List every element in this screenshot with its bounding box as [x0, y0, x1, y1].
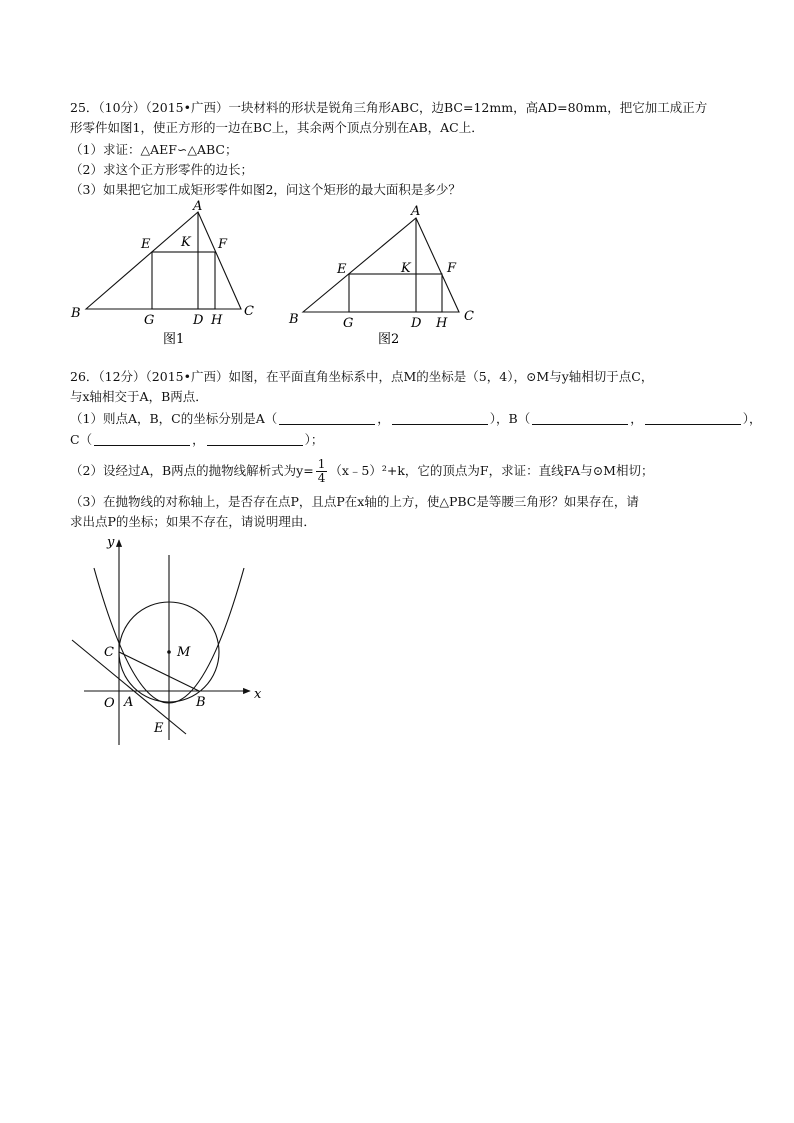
graph-label-A: A: [124, 695, 134, 710]
fig1-label-G: G: [144, 313, 155, 328]
fig1-label-K: K: [181, 235, 191, 250]
q26-comma-2: ，: [630, 411, 643, 426]
q26-part1-prefix: （1）则点A，B，C的坐标分别是A（: [70, 411, 278, 426]
q25-part-3: （3）如果把它加工成矩形零件如图2，问这个矩形的最大面积是多少？: [70, 182, 461, 197]
q26-part1-C: C（: [70, 432, 93, 447]
fig2-label-G: G: [343, 316, 354, 331]
q26-comma-1: ，: [377, 411, 390, 426]
fig1-label-C: C: [244, 304, 254, 319]
fig1-label-E: E: [141, 237, 151, 252]
fig2-label-C: C: [464, 309, 474, 324]
q26-part1-end-2: ）；: [304, 432, 324, 447]
fig2-label-K: K: [401, 261, 411, 276]
fig2-label-D: D: [411, 316, 422, 331]
q26-part2-suffix: （x﹣5）²+k，它的顶点为F，求证：直线FA与⊙M相切；: [329, 463, 654, 478]
q26-part-3-line-1: （3）在抛物线的对称轴上，是否存在点P，且点P在x轴的上方，使△PBC是等腰三角形？如果存在，请: [70, 494, 639, 509]
fig2-caption: 图2: [378, 332, 400, 347]
fig2-label-H: H: [436, 316, 448, 331]
q25-part-2: （2）求这个正方形零件的边长；: [70, 162, 253, 177]
graph-label-y: y: [107, 535, 115, 550]
fig1-caption: 图1: [163, 332, 185, 347]
q26-part-3-line-2: 求出点P的坐标；如果不存在，请说明理由．: [70, 514, 316, 529]
q26-part2-prefix: （2）设经过A，B两点的抛物线解析式为y=: [70, 463, 314, 478]
fig1-label-D: D: [193, 313, 204, 328]
q26-stem-line-1: 26．（12分）（2015•广西）如图，在平面直角坐标系中，点M的坐标是（5，4），⊙M与y轴相切于点C，: [70, 369, 654, 384]
fig1-label-B: B: [71, 306, 81, 321]
q25-part-1: （1）求证：△AEF∽△ABC；: [70, 142, 238, 157]
fraction-numerator: 1: [317, 457, 326, 471]
graph-label-B: B: [196, 695, 206, 710]
graph-label-C: C: [104, 645, 114, 660]
q25-stem-line-1: 25．（10分）（2015•广西）一块材料的形状是锐角三角形ABC，边BC=12mm，高AD=80mm，把它加工成正方: [70, 100, 708, 115]
fig1-label-A: A: [193, 199, 203, 214]
graph-label-M: M: [177, 645, 191, 660]
q26-part1-B: ），B（: [489, 411, 531, 426]
graph-label-E: E: [154, 721, 164, 736]
q26-part1-end-1: ），: [742, 411, 762, 426]
fraction-denominator: 4: [317, 471, 326, 485]
q26-comma-3: ，: [192, 432, 205, 447]
fig2-label-B: B: [289, 312, 299, 327]
fig2-label-E: E: [337, 262, 347, 277]
point-M: [167, 650, 171, 654]
q26-stem-line-2: 与x轴相交于A，B两点．: [70, 389, 208, 404]
fig2-label-F: F: [447, 261, 457, 276]
graph-label-O: O: [104, 696, 115, 711]
fig1-label-H: H: [211, 313, 223, 328]
q25-stem-line-2: 形零件如图1，使正方形的一边在BC上，其余两个顶点分别在AB，AC上．: [70, 120, 484, 135]
fig1-label-F: F: [218, 237, 228, 252]
graph-label-x: x: [254, 687, 262, 702]
fig2-label-A: A: [411, 204, 421, 219]
